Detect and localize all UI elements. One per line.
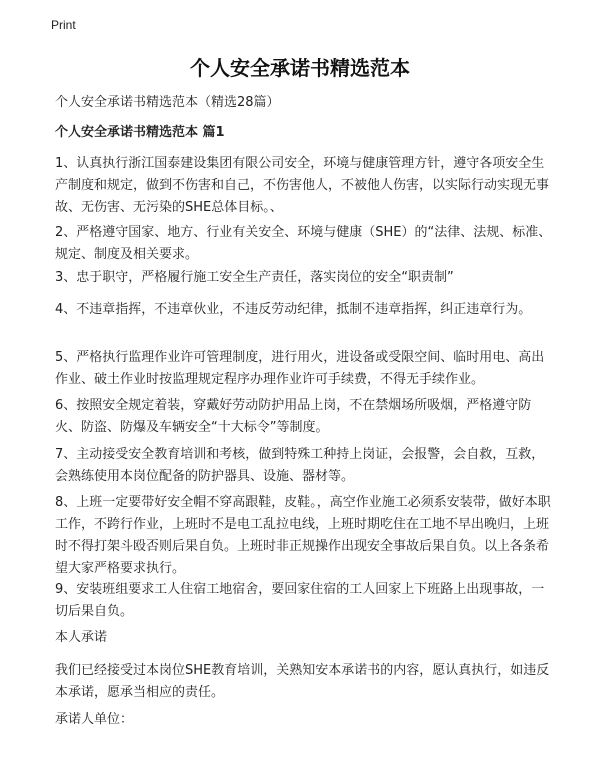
list-item-6: 6、按照安全规定着装，穿戴好劳动防护用品上岗，不在禁烟场所吸烟，严格遵守防火、防盗、防爆及车辆安全“十大标令”等制度。 — [55, 398, 532, 435]
document-title: 个人安全承诺书精选范本 — [190, 56, 410, 80]
list-item-9: 9、安装班组要求工人住宿工地宿舍，要回家住宿的工人回家上下班路上出现事故，一切后果自负。 — [55, 582, 545, 619]
list-item-7: 7、主动接受安全教育培训和考核，做到特殊工种持上岗证，会报警，会自救，互救，会熟练使用本岗位配备的防护器具、设施、器材等。 — [55, 447, 545, 484]
promise-text: 我们已经接受过本岗位SHE教育培训，关熟知安本承诺书的内容，愿认真执行，如违反本承诺，愿承当相应的责任。 — [55, 663, 550, 700]
promise-heading: 本人承诺 — [55, 630, 108, 645]
print-label[interactable]: Print — [51, 18, 76, 32]
signer-label: 承诺人单位： — [55, 712, 134, 727]
document-subtitle: 个人安全承诺书精选范本（精选28篇） — [55, 95, 280, 110]
list-item-1: 1、认真执行浙江国泰建设集团有限公司安全，环境与健康管理方针，遵守各项安全生产制度和规定，做到不伤害和自己，不伤害他人，不被他人伤害，以实际行动实现无事故、无伤害、无污染的SHE总体目标。、 — [55, 156, 550, 215]
list-item-5: 5、严格执行监理作业许可管理制度，进行用火，进设备或受限空间、临时用电、高出作业、破土作业时按监理规定程序办理作业许可手续费，不得无手续作业。 — [55, 350, 545, 387]
section-heading: 个人安全承诺书精选范本 篇1 — [55, 125, 225, 140]
list-item-2: 2、严格遵守国家、地方、行业有关安全、环境与健康（SHE）的“法律、法规、标准、规定、制度及相关要求。 — [55, 225, 552, 262]
list-item-3: 3、忠于职守，严格履行施工安全生产责任，落实岗位的安全“职责制” — [55, 270, 454, 285]
list-item-4: 4、不违章指挥，不违章伙业，不违反劳动纪律，抵制不违章指挥，纠正违章行为。 — [55, 302, 532, 317]
list-item-8: 8、上班一定要带好安全帽不穿高跟鞋，皮鞋。，高空作业施工必须系安装带，做好本职工作，不跨行作业，上班时不是电工乱拉电线，上班时期吃住在工地不早出晚归，上班时不得打架斗殴否则后果自负。上班时非正规操作出现安全事故后果自负。以上各条希望大家严格要求执行。 — [55, 495, 551, 576]
